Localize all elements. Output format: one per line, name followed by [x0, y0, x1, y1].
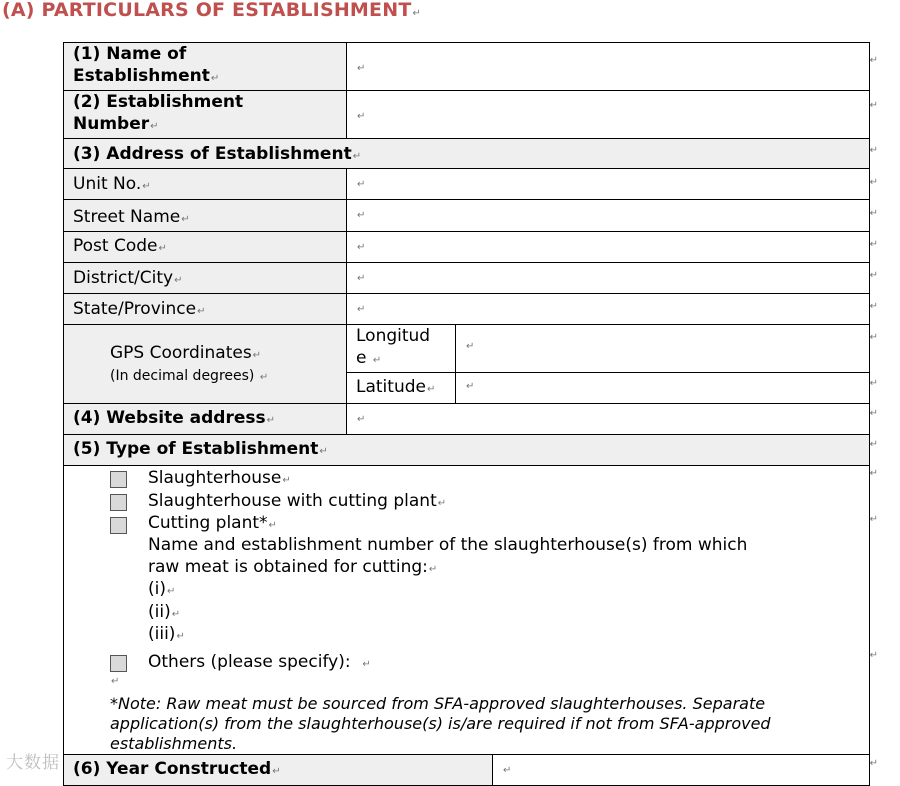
label-text: (6) Year Constructed — [73, 759, 272, 779]
row-end-mark: ↵ — [869, 758, 878, 769]
note-text: *Note: Raw meat must be sourced from SFA-approved slaughterhouses. Separate application(s) from the slaughterhouse(s) is/are required if not from SFA-approved establishments. — [110, 694, 771, 753]
paragraph-mark: ↵ — [357, 179, 366, 190]
others-checkbox[interactable] — [110, 655, 127, 672]
label-text: State/Province — [73, 299, 197, 319]
slaughterhouse-cutting-checkbox[interactable] — [110, 494, 127, 511]
paragraph-mark: ↵ — [282, 475, 291, 486]
row-address-header — [64, 139, 870, 169]
row-end-mark: ↵ — [869, 468, 878, 479]
paragraph-mark: ↵ — [167, 586, 176, 597]
option-text: Cutting plant* — [148, 513, 268, 533]
type-options-cell — [64, 466, 870, 755]
paragraph-mark: ↵ — [357, 304, 366, 315]
section-title-text: (A) PARTICULARS OF ESTABLISHMENT — [2, 0, 412, 21]
row-end-mark: ↵ — [869, 100, 878, 111]
website-field[interactable] — [347, 404, 870, 435]
year-constructed-field[interactable] — [493, 755, 870, 786]
post-code-field[interactable] — [347, 232, 870, 263]
label-line: (2) Establishment — [73, 92, 244, 112]
row-end-mark: ↵ — [869, 439, 878, 450]
paragraph-mark: ↵ — [181, 214, 190, 225]
paragraph-mark: ↵ — [426, 384, 436, 395]
type-header — [64, 435, 870, 466]
option-others — [148, 651, 371, 676]
label-text: (4) Website address — [73, 408, 266, 428]
paragraph-mark: ↵ — [171, 609, 181, 620]
paragraph-mark: ↵ — [266, 415, 276, 426]
paragraph-mark: ↵ — [197, 306, 206, 317]
label-line: Number — [73, 114, 150, 134]
option-slaughterhouse — [148, 467, 291, 492]
row-end-mark: ↵ — [869, 55, 878, 66]
row-district-city — [64, 263, 870, 294]
row-year-constructed — [64, 755, 870, 786]
row-post-code — [64, 232, 870, 263]
paragraph-mark: ↵ — [259, 371, 269, 383]
row-unit-no — [64, 169, 870, 200]
establishment-name-field[interactable] — [347, 43, 870, 91]
section-title — [2, 0, 421, 21]
paragraph-mark: ↵ — [437, 498, 447, 509]
street-name-field[interactable] — [347, 200, 870, 232]
paragraph-mark: ↵ — [372, 355, 382, 366]
option-text: Slaughterhouse — [148, 468, 282, 488]
paragraph-mark: ↵ — [174, 275, 183, 286]
paragraph-mark: ↵ — [176, 631, 185, 642]
row-end-mark: ↵ — [869, 650, 878, 661]
description-line: Name and establishment number of the slaughterhouse(s) from which — [148, 535, 748, 555]
paragraph-mark: ↵ — [357, 63, 366, 74]
label-website — [64, 404, 347, 435]
label-text: Unit No. — [73, 174, 142, 194]
row-end-mark: ↵ — [869, 408, 878, 419]
address-header — [64, 139, 870, 169]
row-establishment-name — [64, 43, 870, 91]
row-gps-longitude — [64, 325, 870, 373]
type-header-text: (5) Type of Establishment — [73, 439, 319, 459]
paragraph-mark: ↵ — [210, 73, 220, 84]
label-line: e — [356, 348, 367, 368]
latitude-field[interactable] — [456, 373, 870, 404]
item-text: (i) — [148, 579, 166, 599]
slaughterhouse-checkbox[interactable] — [110, 471, 127, 488]
paragraph-mark: ↵ — [428, 564, 438, 575]
paragraph-mark: ↵ — [503, 765, 512, 776]
paragraph-mark: ↵ — [412, 8, 422, 19]
label-gps-coordinates — [64, 325, 347, 404]
option-text: Slaughterhouse with cutting plant — [148, 491, 437, 511]
label-establishment-number — [64, 91, 347, 139]
label-longitude — [347, 325, 456, 373]
paragraph-mark: ↵ — [111, 676, 120, 687]
row-end-mark: ↵ — [869, 378, 878, 389]
paragraph-mark: ↵ — [357, 210, 366, 221]
label-line: (1) Name of — [73, 44, 187, 64]
establishment-number-field[interactable] — [347, 91, 870, 139]
watermark: 大数据 — [6, 753, 60, 773]
paragraph-mark: ↵ — [142, 181, 151, 192]
item-text: (ii) — [148, 602, 171, 622]
row-end-mark: ↵ — [869, 177, 878, 188]
paragraph-mark: ↵ — [352, 151, 362, 162]
district-city-field[interactable] — [347, 263, 870, 294]
paragraph-mark: ↵ — [362, 659, 371, 670]
paragraph-mark: ↵ — [158, 243, 167, 254]
label-text: District/City — [73, 268, 174, 288]
unit-no-field[interactable] — [347, 169, 870, 200]
description-line: raw meat is obtained for cutting: — [148, 557, 428, 577]
row-state-province — [64, 294, 870, 325]
slaughterhouse-item-iii[interactable] — [148, 623, 185, 648]
label-latitude — [347, 373, 456, 404]
row-street-name — [64, 200, 870, 232]
row-establishment-number — [64, 91, 870, 139]
paragraph-mark: ↵ — [150, 121, 159, 132]
label-text: Latitude — [356, 377, 426, 397]
paragraph-mark: ↵ — [252, 349, 262, 361]
cutting-plant-checkbox[interactable] — [110, 517, 127, 534]
label-line: Establishment — [73, 66, 210, 86]
paragraph-mark: ↵ — [357, 111, 366, 122]
row-end-mark: ↵ — [869, 239, 878, 250]
paragraph-mark: ↵ — [272, 766, 281, 777]
option-text: Others (please specify): — [148, 652, 351, 672]
label-year-constructed — [64, 755, 493, 786]
longitude-field[interactable] — [456, 325, 870, 373]
row-end-mark: ↵ — [869, 208, 878, 219]
row-type-header — [64, 435, 870, 466]
slaughterhouse-item-i[interactable] — [148, 578, 175, 603]
paragraph-mark: ↵ — [319, 446, 328, 457]
row-end-mark: ↵ — [869, 145, 878, 156]
paragraph-mark: ↵ — [357, 242, 366, 253]
label-street-name — [64, 200, 347, 232]
establishment-form-table — [63, 42, 870, 786]
state-province-field[interactable] — [347, 294, 870, 325]
gps-note-text: (In decimal degrees) — [110, 367, 255, 384]
label-text: Street Name — [73, 207, 181, 227]
paragraph-mark: ↵ — [466, 341, 475, 352]
paragraph-mark: ↵ — [466, 381, 475, 392]
label-unit-no — [64, 169, 347, 200]
label-establishment-name — [64, 43, 347, 91]
label-text: Post Code — [73, 236, 158, 256]
label-text: GPS Coordinates — [110, 342, 252, 363]
cutting-plant-description — [148, 534, 747, 581]
row-end-mark: ↵ — [869, 301, 878, 312]
row-type-options — [64, 466, 870, 755]
label-district-city — [64, 263, 347, 294]
row-end-mark: ↵ — [869, 332, 878, 343]
paragraph-mark: ↵ — [357, 414, 366, 425]
label-post-code — [64, 232, 347, 263]
item-text: (iii) — [148, 624, 176, 644]
paragraph-mark: ↵ — [357, 273, 366, 284]
paragraph-mark: ↵ — [268, 520, 277, 531]
address-header-text: (3) Address of Establishment — [73, 144, 352, 164]
label-line: Longitud — [356, 326, 431, 346]
row-end-mark: ↵ — [869, 270, 878, 281]
row-end-mark: ↵ — [869, 514, 878, 525]
label-state-province — [64, 294, 347, 325]
row-website — [64, 404, 870, 435]
